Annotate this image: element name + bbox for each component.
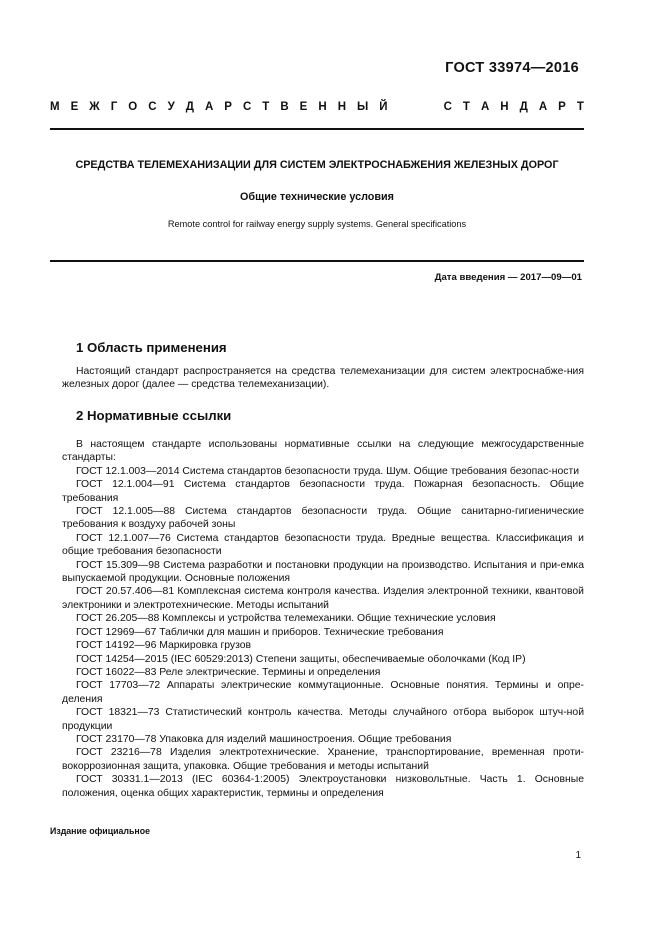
reference-item: ГОСТ 18321—73 Статистический контроль качества. Методы случайного отбора выборок штуч-ной продукции [62,707,584,732]
reference-item: ГОСТ 12.1.003—2014 Система стандартов безопасности труда. Шум. Общие требования безопас-ности [76,465,580,477]
reference-item: ГОСТ 23170—78 Упаковка для изделий машиностроения. Общие требования [76,733,452,745]
page-number: 1 [575,850,581,861]
document-subtitle: Общие технические условия [240,191,394,203]
banner-letter: С [443,101,452,113]
reference-item: ГОСТ 15.309—98 Система разработки и постановки продукции на производство. Испытания и при-емка выпускаемой продукции. Основные положения [62,559,584,585]
document-title: СРЕДСТВА ТЕЛЕМЕХАНИЗАЦИИ ДЛЯ СИСТЕМ ЭЛЕКТРОСНАБЖЕНИЯ ЖЕЛЕЗНЫХ ДОРОГ [75,159,559,171]
reference-item: ГОСТ 12969—67 Таблички для машин и приборов. Технические требования [76,626,444,638]
references-intro: В настоящем стандарте использованы нормативные ссылки на следующие межгосударственные стандарты: [62,439,584,464]
banner-letter: Р [558,101,566,113]
banner-letter: А [204,101,214,113]
introduction-date: Дата введения — 2017—09—01 [434,272,582,283]
banner-letter: Е [70,101,79,113]
banner-letter: У [167,101,175,113]
banner-letter: Ы [357,101,369,113]
section-1-text [62,365,584,392]
reference-item: ГОСТ 23216—78 Изделия электротехнические. Хранение, транспортирование, временная проти-вокоррозионная защита, упаковка. Общие требования и методы испытаний [62,747,584,772]
banner-letter: Й [379,101,388,113]
reference-item: ГОСТ 16022—83 Реле электрические. Термины и определения [76,666,381,678]
banner-letter: С [242,101,252,113]
reference-item: ГОСТ 17703—72 Аппараты электрические коммутационные. Основные понятия. Термины и опре-деления [62,680,584,705]
official-edition-label: Издание официальное [50,826,150,836]
banner-word-gap [399,101,433,113]
reference-item: ГОСТ 12.1.007—76 Система стандартов безопасности труда. Вредные вещества. Классификация и общие требования безопасности [62,532,584,558]
banner-rule [50,128,584,130]
section-2-heading: 2 Нормативные ссылки [76,408,232,423]
banner-letter: Д [519,101,528,113]
banner-letter: Д [185,101,194,113]
banner-letter: Н [500,101,509,113]
references-list [62,438,584,800]
banner-letter: Г [110,101,118,113]
banner-letter: Т [262,101,270,113]
reference-item: ГОСТ 14254—2015 (IEC 60529:2013) Степени защиты, обеспечиваемые оболочками (Код IP) [76,653,526,665]
reference-item: ГОСТ 12.1.004—91 Система стандартов безопасности труда. Пожарная безопасность. Общие требования [62,479,584,504]
banner-letter: А [480,101,490,113]
title-rule [50,260,584,262]
reference-item: ГОСТ 30331.1—2013 (IEC 60364-1:2005) Электроустановки низковольтные. Часть 1. Основные положения, оценка общих характеристик, термины и определения [62,774,584,799]
banner-letter: А [538,101,548,113]
banner-letter: Е [299,101,308,113]
reference-item: ГОСТ 14192—96 Маркировка грузов [76,640,252,652]
reference-item: ГОСТ 26.205—88 Комплексы и устройства телемеханики. Общие технические условия [76,613,496,625]
banner-letter: Ж [89,101,100,113]
english-title: Remote control for railway energy supply systems. General specifications [167,219,467,229]
reference-item: ГОСТ 20.57.406—81 Комплексная система контроля качества. Изделия электронной техники, квантовой электроники и электротехнические. Методы испытаний [62,586,584,611]
section-1-paragraph: Настоящий стандарт распространяется на средства телемеханизации для систем электроснабже-ния железных дорог (далее — средства телемеханизации). [62,366,584,391]
banner-letter: М [50,101,60,113]
banner-letter: В [280,101,289,113]
banner-letter: С [148,101,157,113]
banner-letter: Н [337,101,346,113]
banner-letter: Н [318,101,327,113]
reference-item: ГОСТ 12.1.005—88 Система стандартов безопасности труда. Общие санитарно-гигиенические требования к воздуху рабочей зоны [62,506,584,531]
banner-letter: Т [462,101,470,113]
banner-letter: Т [576,101,584,113]
section-1-heading: 1 Область применения [76,340,227,355]
interstate-standard-banner [50,101,584,113]
banner-letter: О [128,101,138,113]
document-code: ГОСТ 33974—2016 [445,60,579,76]
banner-letter: Р [224,101,232,113]
